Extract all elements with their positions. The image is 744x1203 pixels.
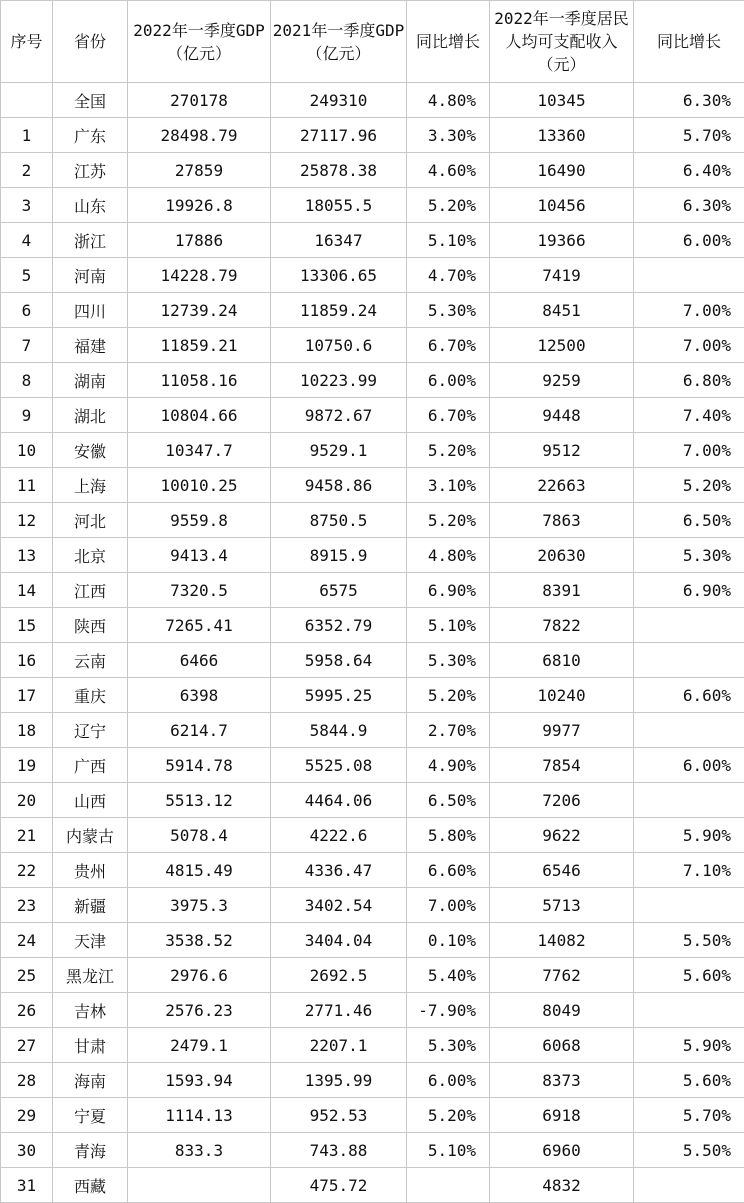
cell-gdp-growth: 6.00%: [407, 363, 490, 398]
cell-income-growth: 7.10%: [634, 853, 744, 888]
header-gdp-2021q1: 2021年一季度GDP（亿元）: [271, 1, 407, 83]
table-row: [1, 188, 744, 223]
cell-income-2022q1: 12500: [490, 328, 634, 363]
table-row: [1, 783, 744, 818]
cell-income-2022q1: 6918: [490, 1098, 634, 1133]
cell-province: 陕西: [53, 608, 128, 643]
cell-gdp-growth: [407, 1168, 490, 1203]
cell-province: 云南: [53, 643, 128, 678]
cell-gdp-growth: 5.20%: [407, 1098, 490, 1133]
cell-income-2022q1: 7854: [490, 748, 634, 783]
cell-index: 3: [1, 188, 53, 223]
cell-gdp-2022q1: 17886: [128, 223, 271, 258]
cell-gdp-growth: 6.00%: [407, 1063, 490, 1098]
cell-index: 13: [1, 538, 53, 573]
cell-gdp-growth: 6.70%: [407, 398, 490, 433]
cell-gdp-2022q1: 11859.21: [128, 328, 271, 363]
cell-income-growth: 7.00%: [634, 328, 744, 363]
cell-gdp-2022q1: 7320.5: [128, 573, 271, 608]
cell-gdp-2021q1: 8915.9: [271, 538, 407, 573]
cell-gdp-2022q1: 3538.52: [128, 923, 271, 958]
table-row: [1, 573, 744, 608]
header-province: 省份: [53, 1, 128, 83]
cell-gdp-2022q1: 10010.25: [128, 468, 271, 503]
header-income-growth: 同比增长: [634, 1, 744, 83]
cell-gdp-2021q1: 9458.86: [271, 468, 407, 503]
cell-income-2022q1: 8451: [490, 293, 634, 328]
cell-gdp-2022q1: 5914.78: [128, 748, 271, 783]
cell-index: 19: [1, 748, 53, 783]
cell-gdp-growth: 6.70%: [407, 328, 490, 363]
cell-province: 新疆: [53, 888, 128, 923]
cell-index: 14: [1, 573, 53, 608]
table-row: [1, 328, 744, 363]
table-row: [1, 888, 744, 923]
cell-income-growth: 5.60%: [634, 958, 744, 993]
cell-income-2022q1: 6546: [490, 853, 634, 888]
table-row: [1, 818, 744, 853]
cell-gdp-2021q1: 2692.5: [271, 958, 407, 993]
cell-income-growth: 5.30%: [634, 538, 744, 573]
cell-gdp-2022q1: 270178: [128, 83, 271, 118]
table-row: [1, 433, 744, 468]
cell-income-growth: [634, 643, 744, 678]
cell-province: 广东: [53, 118, 128, 153]
cell-gdp-2021q1: 4464.06: [271, 783, 407, 818]
cell-index: 26: [1, 993, 53, 1028]
cell-gdp-2021q1: 2771.46: [271, 993, 407, 1028]
cell-index: 23: [1, 888, 53, 923]
cell-index: 30: [1, 1133, 53, 1168]
cell-gdp-2022q1: 3975.3: [128, 888, 271, 923]
cell-index: 6: [1, 293, 53, 328]
cell-income-2022q1: 20630: [490, 538, 634, 573]
cell-province: 湖南: [53, 363, 128, 398]
cell-income-growth: 6.00%: [634, 223, 744, 258]
cell-index: 16: [1, 643, 53, 678]
cell-gdp-2021q1: 6352.79: [271, 608, 407, 643]
table-row: [1, 608, 744, 643]
table-row: [1, 1098, 744, 1133]
cell-province: 贵州: [53, 853, 128, 888]
cell-income-2022q1: 10345: [490, 83, 634, 118]
cell-province: 河北: [53, 503, 128, 538]
cell-income-growth: 5.60%: [634, 1063, 744, 1098]
cell-income-growth: 6.00%: [634, 748, 744, 783]
cell-gdp-growth: 7.00%: [407, 888, 490, 923]
cell-income-2022q1: 8373: [490, 1063, 634, 1098]
cell-income-2022q1: 16490: [490, 153, 634, 188]
cell-income-growth: [634, 888, 744, 923]
cell-income-2022q1: 13360: [490, 118, 634, 153]
header-index: 序号: [1, 1, 53, 83]
cell-index: 2: [1, 153, 53, 188]
cell-gdp-2022q1: 11058.16: [128, 363, 271, 398]
cell-gdp-2021q1: 4336.47: [271, 853, 407, 888]
cell-province: 山西: [53, 783, 128, 818]
cell-index: 28: [1, 1063, 53, 1098]
table-row: [1, 83, 744, 118]
cell-gdp-growth: 3.30%: [407, 118, 490, 153]
cell-gdp-2022q1: 6214.7: [128, 713, 271, 748]
cell-gdp-2021q1: 5995.25: [271, 678, 407, 713]
cell-province: 吉林: [53, 993, 128, 1028]
cell-gdp-2022q1: 1593.94: [128, 1063, 271, 1098]
cell-province: 浙江: [53, 223, 128, 258]
cell-province: 湖北: [53, 398, 128, 433]
cell-income-2022q1: 6068: [490, 1028, 634, 1063]
cell-gdp-2022q1: 2976.6: [128, 958, 271, 993]
cell-gdp-growth: 0.10%: [407, 923, 490, 958]
cell-income-2022q1: 9512: [490, 433, 634, 468]
cell-gdp-growth: 5.30%: [407, 293, 490, 328]
cell-province: 天津: [53, 923, 128, 958]
cell-province: 安徽: [53, 433, 128, 468]
table-row: [1, 258, 744, 293]
cell-gdp-2022q1: 7265.41: [128, 608, 271, 643]
cell-gdp-2022q1: [128, 1168, 271, 1203]
table-row: [1, 153, 744, 188]
cell-income-growth: 7.00%: [634, 293, 744, 328]
cell-province: 山东: [53, 188, 128, 223]
cell-index: 21: [1, 818, 53, 853]
cell-province: 宁夏: [53, 1098, 128, 1133]
cell-income-growth: 5.50%: [634, 1133, 744, 1168]
table-row: [1, 958, 744, 993]
cell-gdp-2021q1: 2207.1: [271, 1028, 407, 1063]
cell-province: 内蒙古: [53, 818, 128, 853]
cell-income-growth: 6.50%: [634, 503, 744, 538]
cell-gdp-2021q1: 9529.1: [271, 433, 407, 468]
cell-income-2022q1: 5713: [490, 888, 634, 923]
cell-income-2022q1: 8391: [490, 573, 634, 608]
cell-gdp-2021q1: 5525.08: [271, 748, 407, 783]
cell-income-growth: 5.90%: [634, 1028, 744, 1063]
cell-gdp-2022q1: 12739.24: [128, 293, 271, 328]
cell-income-2022q1: 9448: [490, 398, 634, 433]
cell-gdp-growth: 4.60%: [407, 153, 490, 188]
table-row: [1, 398, 744, 433]
cell-gdp-2022q1: 1114.13: [128, 1098, 271, 1133]
cell-gdp-2022q1: 5078.4: [128, 818, 271, 853]
cell-income-2022q1: 14082: [490, 923, 634, 958]
cell-index: 11: [1, 468, 53, 503]
cell-gdp-2022q1: 6466: [128, 643, 271, 678]
cell-gdp-growth: 5.40%: [407, 958, 490, 993]
cell-gdp-2021q1: 952.53: [271, 1098, 407, 1133]
cell-income-growth: 6.60%: [634, 678, 744, 713]
cell-gdp-growth: -7.90%: [407, 993, 490, 1028]
cell-income-2022q1: 7863: [490, 503, 634, 538]
table-row: [1, 538, 744, 573]
table-row: [1, 643, 744, 678]
cell-gdp-growth: 5.80%: [407, 818, 490, 853]
cell-index: 9: [1, 398, 53, 433]
cell-income-2022q1: 9977: [490, 713, 634, 748]
cell-income-growth: 5.90%: [634, 818, 744, 853]
cell-province: 福建: [53, 328, 128, 363]
table-row: [1, 678, 744, 713]
cell-gdp-growth: 6.90%: [407, 573, 490, 608]
cell-province: 河南: [53, 258, 128, 293]
table-row: [1, 923, 744, 958]
cell-income-2022q1: 9622: [490, 818, 634, 853]
cell-income-growth: [634, 258, 744, 293]
cell-gdp-2021q1: 249310: [271, 83, 407, 118]
cell-income-growth: 7.00%: [634, 433, 744, 468]
header-gdp-growth: 同比增长: [407, 1, 490, 83]
cell-gdp-growth: 4.70%: [407, 258, 490, 293]
cell-index: 20: [1, 783, 53, 818]
cell-gdp-growth: 3.10%: [407, 468, 490, 503]
cell-gdp-2022q1: 27859: [128, 153, 271, 188]
cell-income-growth: 6.30%: [634, 188, 744, 223]
cell-province: 北京: [53, 538, 128, 573]
cell-gdp-2021q1: 3402.54: [271, 888, 407, 923]
cell-index: 29: [1, 1098, 53, 1133]
cell-gdp-2021q1: 5958.64: [271, 643, 407, 678]
cell-income-growth: 5.50%: [634, 923, 744, 958]
cell-gdp-2021q1: 25878.38: [271, 153, 407, 188]
cell-income-growth: 5.20%: [634, 468, 744, 503]
cell-index: 15: [1, 608, 53, 643]
table-row: [1, 503, 744, 538]
cell-income-2022q1: 6810: [490, 643, 634, 678]
cell-gdp-growth: 6.60%: [407, 853, 490, 888]
cell-gdp-2022q1: 14228.79: [128, 258, 271, 293]
cell-province: 辽宁: [53, 713, 128, 748]
cell-income-growth: 5.70%: [634, 1098, 744, 1133]
cell-gdp-growth: 5.30%: [407, 1028, 490, 1063]
cell-gdp-2021q1: 13306.65: [271, 258, 407, 293]
cell-gdp-growth: 4.80%: [407, 83, 490, 118]
cell-gdp-2022q1: 833.3: [128, 1133, 271, 1168]
header-gdp-2022q1: 2022年一季度GDP（亿元）: [128, 1, 271, 83]
cell-index: 22: [1, 853, 53, 888]
cell-index: 24: [1, 923, 53, 958]
cell-income-2022q1: 7822: [490, 608, 634, 643]
cell-income-2022q1: 8049: [490, 993, 634, 1028]
cell-gdp-growth: 5.20%: [407, 678, 490, 713]
cell-gdp-2021q1: 27117.96: [271, 118, 407, 153]
cell-index: 4: [1, 223, 53, 258]
cell-gdp-growth: 2.70%: [407, 713, 490, 748]
header-income-2022q1: 2022年一季度居民人均可支配收入（元）: [490, 1, 634, 83]
table-row: [1, 748, 744, 783]
cell-province: 全国: [53, 83, 128, 118]
cell-income-growth: [634, 783, 744, 818]
table-row: [1, 1063, 744, 1098]
cell-income-2022q1: 7206: [490, 783, 634, 818]
cell-index: 5: [1, 258, 53, 293]
cell-gdp-growth: 4.90%: [407, 748, 490, 783]
table-row: [1, 223, 744, 258]
cell-index: 7: [1, 328, 53, 363]
table-row: [1, 363, 744, 398]
table-row: [1, 1133, 744, 1168]
cell-index: 8: [1, 363, 53, 398]
cell-income-growth: [634, 608, 744, 643]
cell-gdp-2022q1: 5513.12: [128, 783, 271, 818]
table-row: [1, 1168, 744, 1203]
cell-gdp-2021q1: 6575: [271, 573, 407, 608]
cell-gdp-growth: 5.10%: [407, 1133, 490, 1168]
cell-gdp-2021q1: 16347: [271, 223, 407, 258]
table-row: [1, 293, 744, 328]
cell-index: 10: [1, 433, 53, 468]
cell-gdp-2022q1: 9413.4: [128, 538, 271, 573]
table-row: [1, 1028, 744, 1063]
cell-province: 西藏: [53, 1168, 128, 1203]
cell-index: 25: [1, 958, 53, 993]
cell-income-growth: [634, 993, 744, 1028]
cell-gdp-2022q1: 2576.23: [128, 993, 271, 1028]
cell-gdp-growth: 5.10%: [407, 608, 490, 643]
cell-income-2022q1: 22663: [490, 468, 634, 503]
cell-gdp-2021q1: 3404.04: [271, 923, 407, 958]
cell-province: 上海: [53, 468, 128, 503]
cell-province: 青海: [53, 1133, 128, 1168]
cell-income-growth: 5.70%: [634, 118, 744, 153]
header-row: [1, 1, 744, 83]
cell-gdp-2021q1: 10750.6: [271, 328, 407, 363]
cell-gdp-2021q1: 5844.9: [271, 713, 407, 748]
cell-gdp-2022q1: 28498.79: [128, 118, 271, 153]
cell-gdp-2021q1: 18055.5: [271, 188, 407, 223]
cell-province: 海南: [53, 1063, 128, 1098]
cell-income-2022q1: 7419: [490, 258, 634, 293]
cell-gdp-2021q1: 1395.99: [271, 1063, 407, 1098]
cell-gdp-2021q1: 9872.67: [271, 398, 407, 433]
cell-income-growth: [634, 1168, 744, 1203]
cell-income-growth: [634, 713, 744, 748]
cell-income-growth: 7.40%: [634, 398, 744, 433]
cell-gdp-growth: 4.80%: [407, 538, 490, 573]
cell-index: [1, 83, 53, 118]
cell-gdp-2022q1: 4815.49: [128, 853, 271, 888]
cell-income-2022q1: 9259: [490, 363, 634, 398]
cell-province: 江西: [53, 573, 128, 608]
table-row: [1, 853, 744, 888]
cell-gdp-2022q1: 10804.66: [128, 398, 271, 433]
cell-gdp-growth: 5.20%: [407, 503, 490, 538]
cell-index: 12: [1, 503, 53, 538]
cell-gdp-2022q1: 19926.8: [128, 188, 271, 223]
table-row: [1, 468, 744, 503]
cell-income-2022q1: 6960: [490, 1133, 634, 1168]
cell-income-growth: 6.90%: [634, 573, 744, 608]
cell-province: 广西: [53, 748, 128, 783]
cell-income-growth: 6.40%: [634, 153, 744, 188]
cell-index: 18: [1, 713, 53, 748]
cell-index: 27: [1, 1028, 53, 1063]
cell-income-2022q1: 10240: [490, 678, 634, 713]
cell-gdp-2021q1: 10223.99: [271, 363, 407, 398]
cell-gdp-2022q1: 9559.8: [128, 503, 271, 538]
cell-income-2022q1: 19366: [490, 223, 634, 258]
table-row: [1, 713, 744, 748]
table-row: [1, 118, 744, 153]
cell-gdp-growth: 5.20%: [407, 433, 490, 468]
cell-gdp-2022q1: 10347.7: [128, 433, 271, 468]
cell-province: 甘肃: [53, 1028, 128, 1063]
cell-income-growth: 6.30%: [634, 83, 744, 118]
cell-index: 1: [1, 118, 53, 153]
cell-income-growth: 6.80%: [634, 363, 744, 398]
cell-gdp-growth: 5.10%: [407, 223, 490, 258]
cell-index: 17: [1, 678, 53, 713]
cell-province: 江苏: [53, 153, 128, 188]
cell-gdp-2021q1: 4222.6: [271, 818, 407, 853]
cell-gdp-2022q1: 6398: [128, 678, 271, 713]
cell-gdp-2021q1: 11859.24: [271, 293, 407, 328]
cell-income-2022q1: 10456: [490, 188, 634, 223]
cell-province: 黑龙江: [53, 958, 128, 993]
cell-gdp-growth: 5.30%: [407, 643, 490, 678]
cell-income-2022q1: 7762: [490, 958, 634, 993]
cell-gdp-growth: 6.50%: [407, 783, 490, 818]
cell-income-2022q1: 4832: [490, 1168, 634, 1203]
cell-gdp-2021q1: 743.88: [271, 1133, 407, 1168]
cell-province: 重庆: [53, 678, 128, 713]
cell-gdp-growth: 5.20%: [407, 188, 490, 223]
cell-gdp-2021q1: 475.72: [271, 1168, 407, 1203]
table-row: [1, 993, 744, 1028]
cell-gdp-2021q1: 8750.5: [271, 503, 407, 538]
cell-province: 四川: [53, 293, 128, 328]
cell-index: 31: [1, 1168, 53, 1203]
cell-gdp-2022q1: 2479.1: [128, 1028, 271, 1063]
